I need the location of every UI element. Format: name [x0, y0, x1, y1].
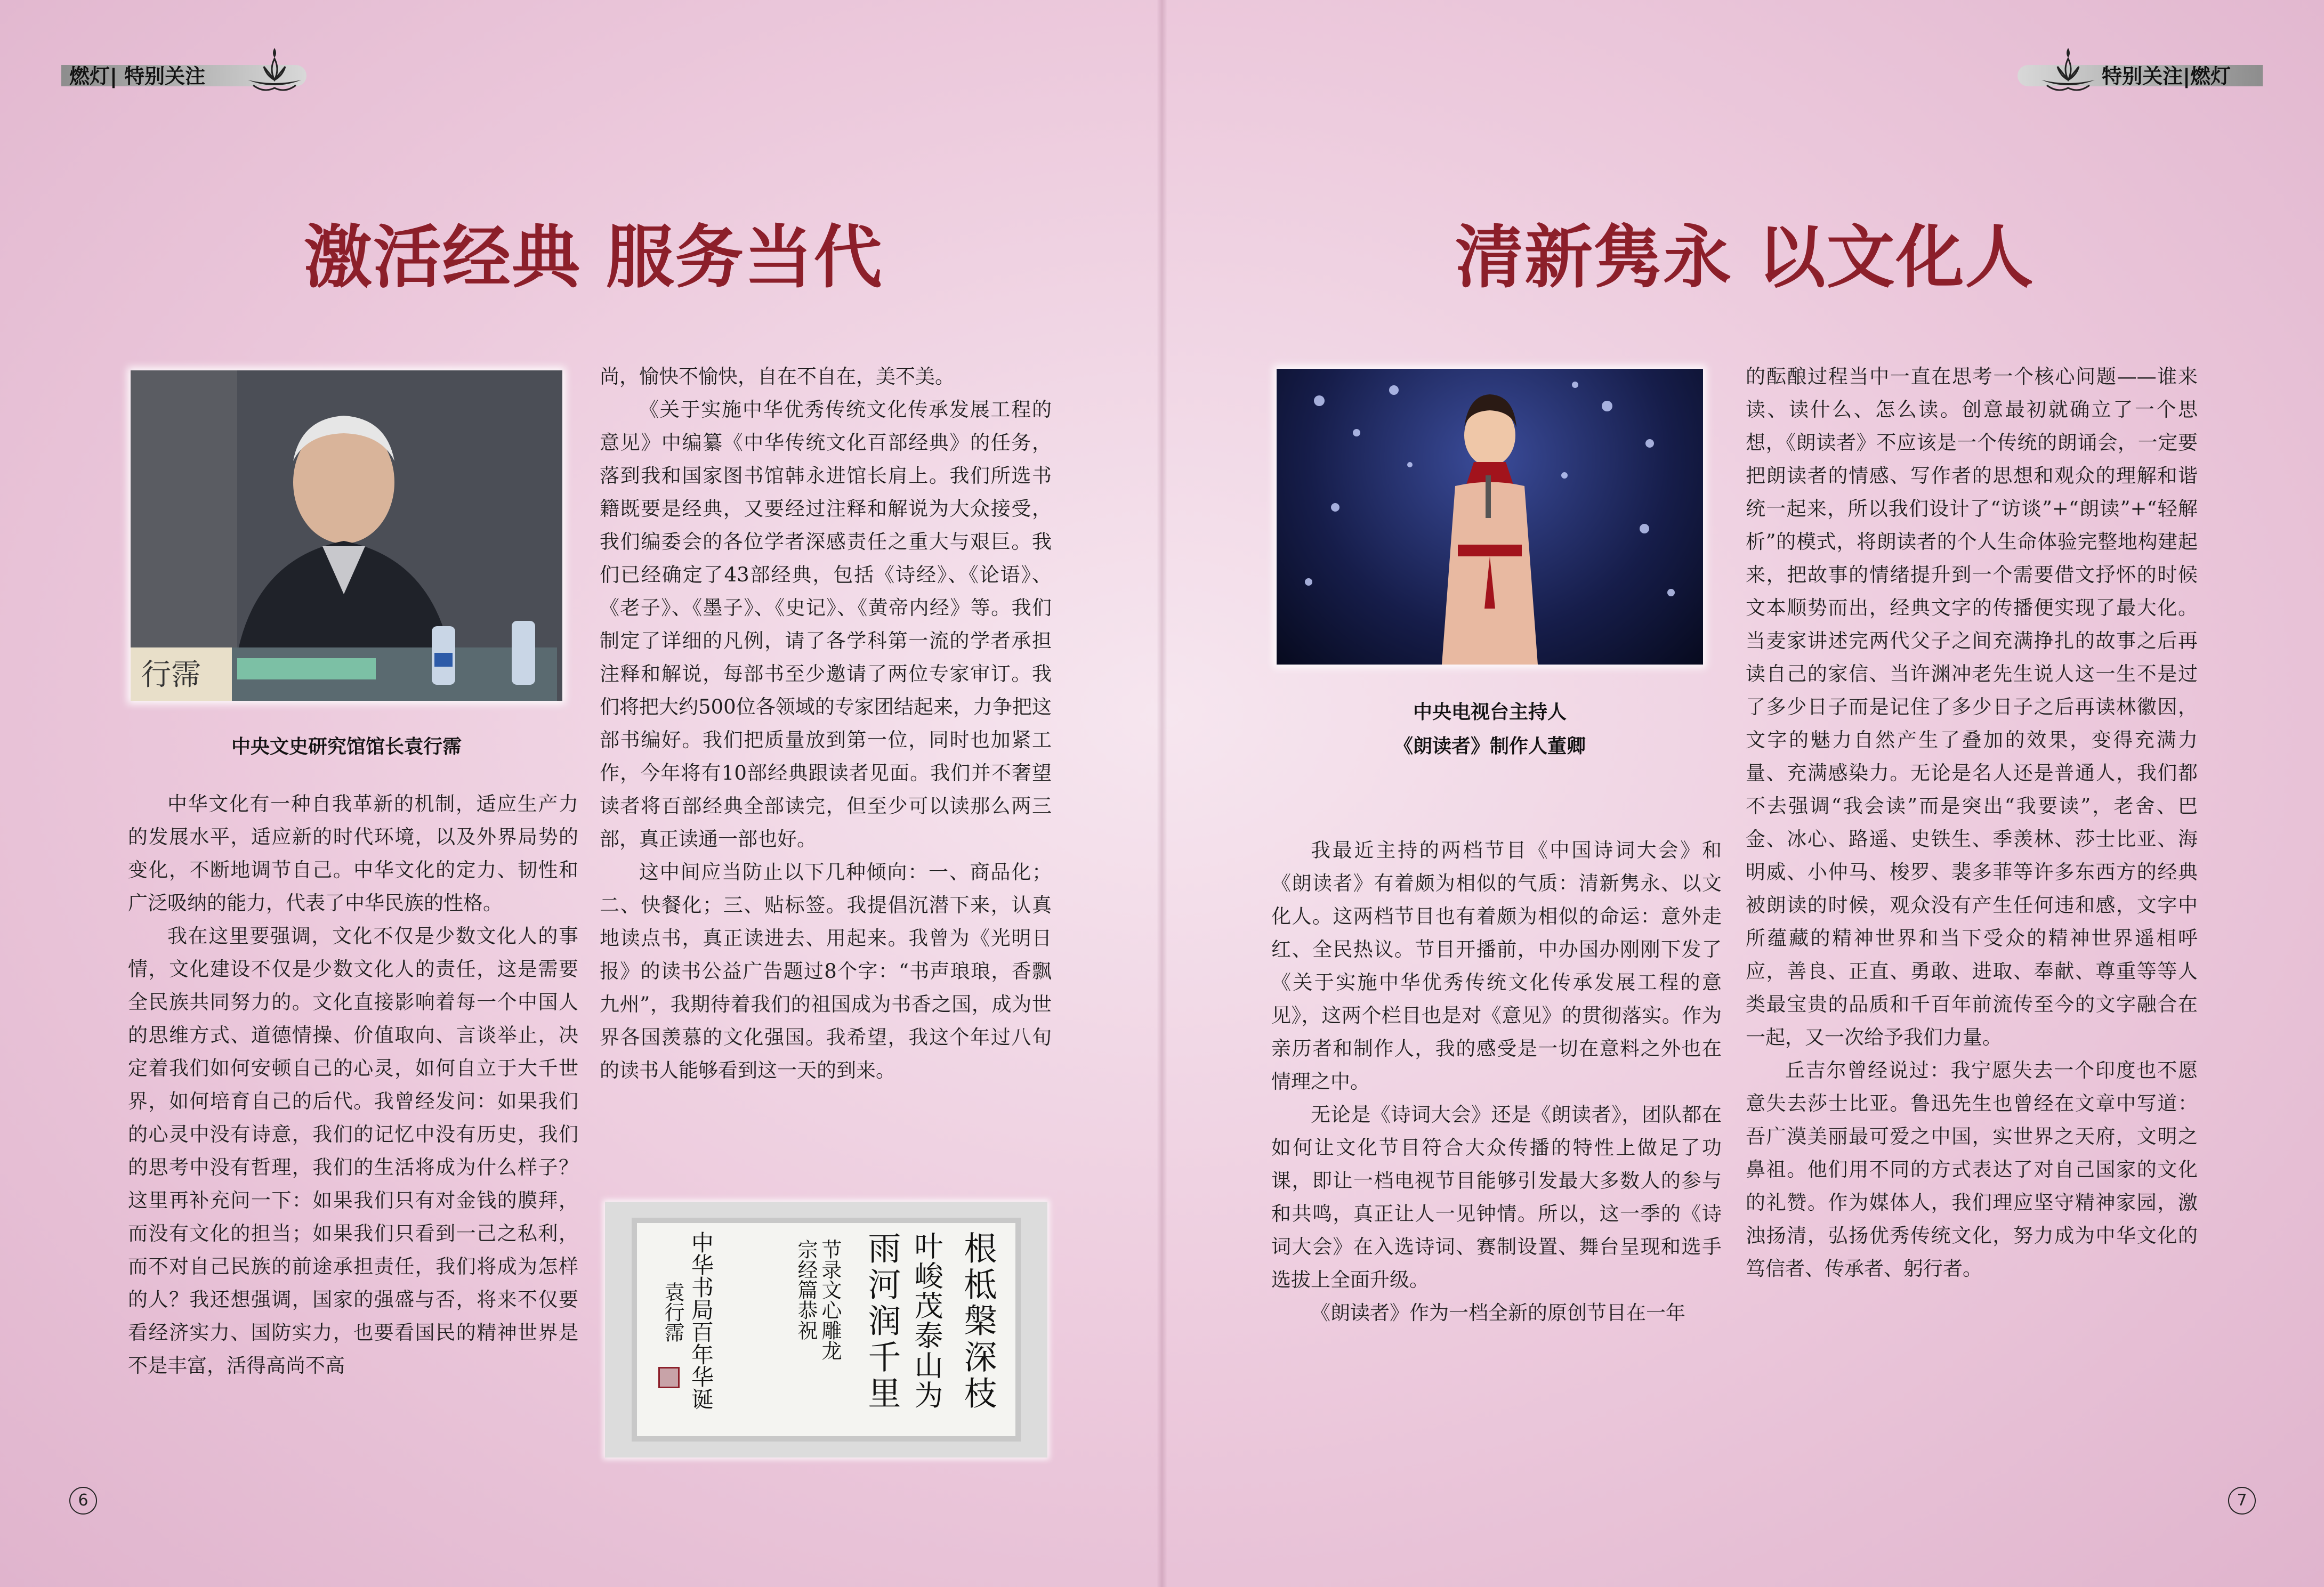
calligraphy-line: 根柢槃深枝: [958, 1231, 997, 1412]
caption-line: 《朗读者》制作人董卿: [1393, 735, 1586, 757]
caption-line: 中央电视台主持人: [1413, 701, 1567, 723]
right-page: [1162, 0, 2324, 1587]
photo-caption: [1277, 695, 1703, 764]
calligraphy-line: 袁行霈: [661, 1282, 684, 1342]
right-column-2: [1746, 360, 2198, 1285]
calligraphy-line: 宗经篇恭祝: [794, 1239, 818, 1340]
paragraph: 中华文化有一种自我革新的机制，适应生产力的发展水平，适应新的时代环境，以及外界局势的变化，不断地调节自己。中华文化的定力、韧性和广泛吸纳的能力，代表了中华民族的性格。: [128, 792, 578, 914]
calligraphy-line: 中华书局百年华诞: [688, 1231, 714, 1410]
paragraph: 《关于实施中华优秀传统文化传承发展工程的意见》中编纂《中华传统文化百部经典》的任务，落到我和国家图书馆韩永进馆长肩上。我们所选书籍既要是经典，又要经过注释和解说为大众接受，我们编委会的各位学者深感责任之重大与艰巨。我们已经确定了43部经典，包括《诗经》、《论语》、《老子》、《墨子》、《史记》、《黄帝内经》等。我们制定了详细的凡例，请了各学科第一流的学者承担注释和解说，每部书至少邀请了两位专家审订。我们将把大约500位各领域的专家团结起来，力争把这部书编好。我们把质量放到第一位，同时也加紧工作，今年将有10部经典跟读者见面。我们并不奢望读者将百部经典全部读完，但至少可以读那么两三部，真正读通一部也好。: [600, 398, 1052, 851]
page-number: 6: [69, 1487, 97, 1515]
paragraph: 我最近主持的两档节目《中国诗词大会》和《朗读者》有着颇为相似的气质：清新隽永、以文化人。这两档节目也有着颇为相似的命运：意外走红、全民热议。节目开播前，中办国办刚刚下发了《关于实施中华优秀传统文化传承发展工程的意见》，这两个栏目也是对《意见》的贯彻落实。作为亲历者和制作人，我的感受是一切在意料之外也在情理之中。: [1271, 839, 1722, 1093]
paragraph: 我在这里要强调，文化不仅是少数文化人的事情，文化建设不仅是少数文化人的责任，这是需要全民族共同努力的。文化直接影响着每一个中国人的思维方式、道德情操、价值取向、言谈举止，决定着我们如何安顿自己的心灵，如何自立于大千世界，如何培育自己的后代。我曾经发问：如果我们的心灵中没有诗意，我们的记忆中没有历史，我们的思考中没有哲理，我们的生活将成为什么样子？这里再补充问一下：如果我们只有对金钱的膜拜，而没有文化的担当；如果我们只看到一己之私利，而不对自己民族的前途承担责任，我们将成为怎样的人？我还想强调，国家的强盛与否，将来不仅要看经济实力、国防实力，也要看国民的精神世界是不是丰富，活得高尚不高: [128, 925, 578, 1377]
calligraphy-line: 雨河润千里: [862, 1231, 901, 1412]
portrait-illustration: [131, 370, 562, 701]
lotus-lamp-icon: [2036, 37, 2100, 96]
photo-caption: 中央文史研究馆馆长袁行霈: [231, 736, 462, 758]
seal-stamp: [658, 1367, 680, 1388]
lotus-lamp-icon: [243, 37, 306, 96]
page-number: 7: [2228, 1487, 2256, 1515]
left-column-1: [128, 788, 578, 1382]
stage-illustration: [1277, 369, 1703, 665]
paragraph-continuation: 的酝酿过程当中一直在思考一个核心问题——谁来读、读什么、怎么读。创意最初就确立了一个思想，《朗读者》不应该是一个传统的朗诵会，一定要把朗读者的情感、写作者的思想和观众的理解和谐统一起来，所以我们设计了“访谈”+“朗读”+“轻解析”的模式，将朗读者的个人生命体验完整地构建起来，把故事的情绪提升到一个需要借文抒怀的时候文本顺势而出，经典文字的传播便实现了最大化。当麦家讲述完两代父子之间充满挣扎的故事之后再读自己的家信、当许渊冲老先生说人这一生不是过了多少日子而是记住了多少日子之后再读林徽因，文字的魅力自然产生了叠加的效果，变得充满力量、充满感染力。无论是名人还是普通人，我们都不去强调“我会读”而是突出“我要读”，老舍、巴金、冰心、路遥、史铁生、季羡林、莎士比亚、海明威、小仲马、梭罗、裴多菲等许多东西方的经典被朗读的时候，观众没有产生任何违和感，文字中所蕴藏的精神世界和当下受众的精神世界遥相呼应，善良、正直、勇敢、进取、奉献、尊重等等人类最宝贵的品质和千百年前流传至今的文字融合在一起，又一次给予我们力量。: [1746, 365, 2198, 1049]
paragraph: 这中间应当防止以下几种倾向：一、商品化；二、快餐化；三、贴标签。我提倡沉潜下来，认真地读点书，真正读进去、用起来。我曾为《光明日报》的读书公益广告题过8个字：“书声琅琅，香飘九州”，我期待着我们的祖国成为书香之国，成为世界各国羡慕的文化强国。我希望，我这个年过八旬的读书人能够看到这一天的到来。: [600, 861, 1052, 1082]
section-header: 特别关注|燃灯: [2102, 64, 2231, 88]
calligraphy-line: 节录文心雕龙: [818, 1239, 842, 1361]
left-column-2: [600, 360, 1052, 1087]
portrait-photo: [131, 370, 562, 701]
host-photo: [1277, 369, 1703, 665]
paragraph: 无论是《诗词大会》还是《朗读者》，团队都在如何让文化节目符合大众传播的特性上做足了功课，即让一档电视节目能够引发最大多数人的参与和共鸣，真正让人一见钟情。所以，这一季的《诗词大会》在入选诗词、赛制设置、舞台呈现和选手选拔上全面升级。: [1271, 1103, 1722, 1291]
calligraphy-line: 叶峻茂泰山为: [910, 1231, 943, 1410]
article-title: 清新隽永 以文化人: [1455, 217, 2035, 297]
paragraph-continuation: 尚，愉快不愉快，自在不自在，美不美。: [600, 365, 955, 388]
paragraph: 《朗读者》作为一档全新的原创节目在一年: [1311, 1301, 1685, 1324]
right-column-1: [1271, 834, 1722, 1330]
article-title: 激活经典 服务当代: [304, 217, 883, 297]
calligraphy-scroll: [605, 1202, 1047, 1458]
paragraph: 丘吉尔曾经说过：我宁愿失去一个印度也不愿意失去莎士比亚。鲁迅先生也曾经在文章中写道：吾广漠美丽最可爱之中国，实世界之天府，文明之鼻祖。他们用不同的方式表达了对自己国家的文化的礼赞。作为媒体人，我们理应坚守精神家园，激浊扬清，弘扬优秀传统文化，努力成为中华文化的笃信者、传承者、躬行者。: [1746, 1059, 2198, 1280]
section-header: 燃灯| 特别关注: [69, 64, 206, 88]
nameplate-text: 行霈: [141, 658, 201, 692]
